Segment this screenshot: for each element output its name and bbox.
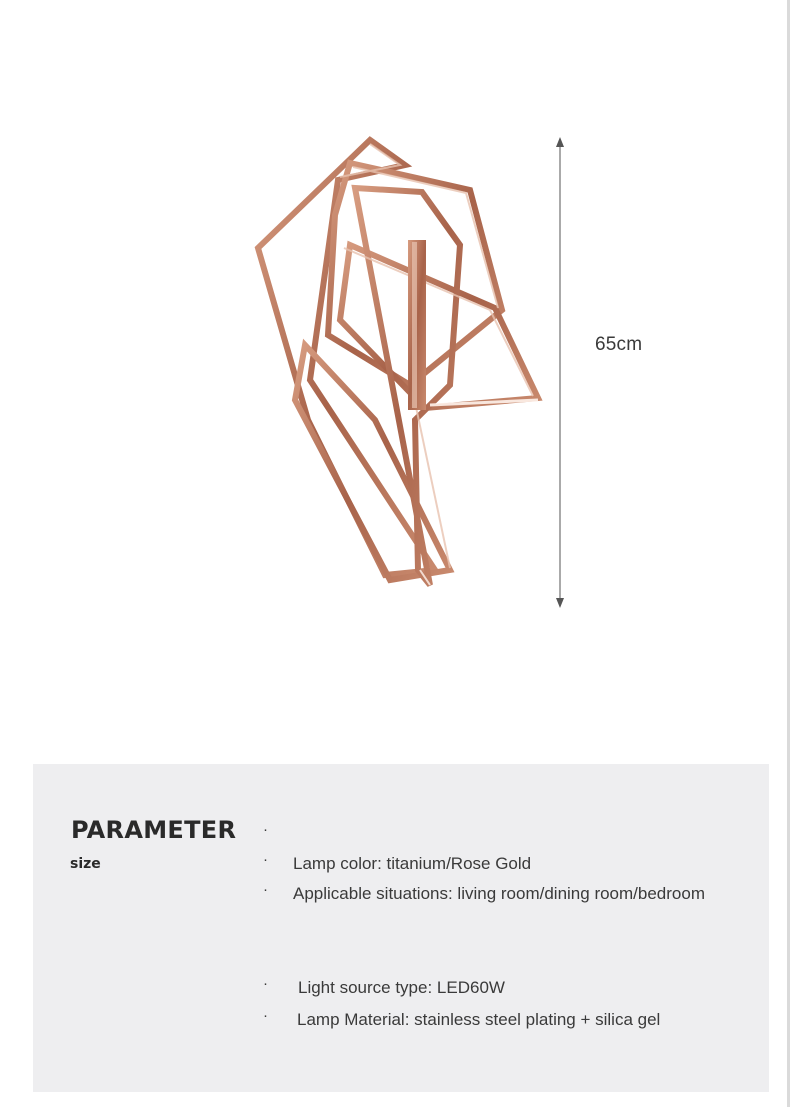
- dimension-height-label: 65cm: [595, 334, 643, 355]
- bullet-marker: ·: [263, 975, 268, 992]
- bullet-marker: ·: [263, 881, 268, 898]
- spec-text-lamp-color: Lamp color: titanium/Rose Gold: [293, 854, 532, 873]
- bullet-marker: ·: [263, 1007, 268, 1024]
- parameter-panel: [33, 764, 769, 1092]
- spec-text-lamp-material: Lamp Material: stainless steel plating + silica gel: [297, 1010, 661, 1029]
- spec-text-light-source: Light source type: LED60W: [298, 978, 505, 997]
- spec-text-applicable-situations: Applicable situations: living room/dining room/bedroom: [293, 884, 705, 903]
- parameter-subtitle: size: [70, 856, 101, 872]
- bullet-marker: ·: [263, 821, 268, 838]
- dimension-double-arrow-icon: [550, 135, 570, 610]
- bullet-marker: ·: [263, 851, 268, 868]
- parameter-title: PARAMETER: [71, 816, 237, 844]
- lamp-product-image: [240, 130, 560, 600]
